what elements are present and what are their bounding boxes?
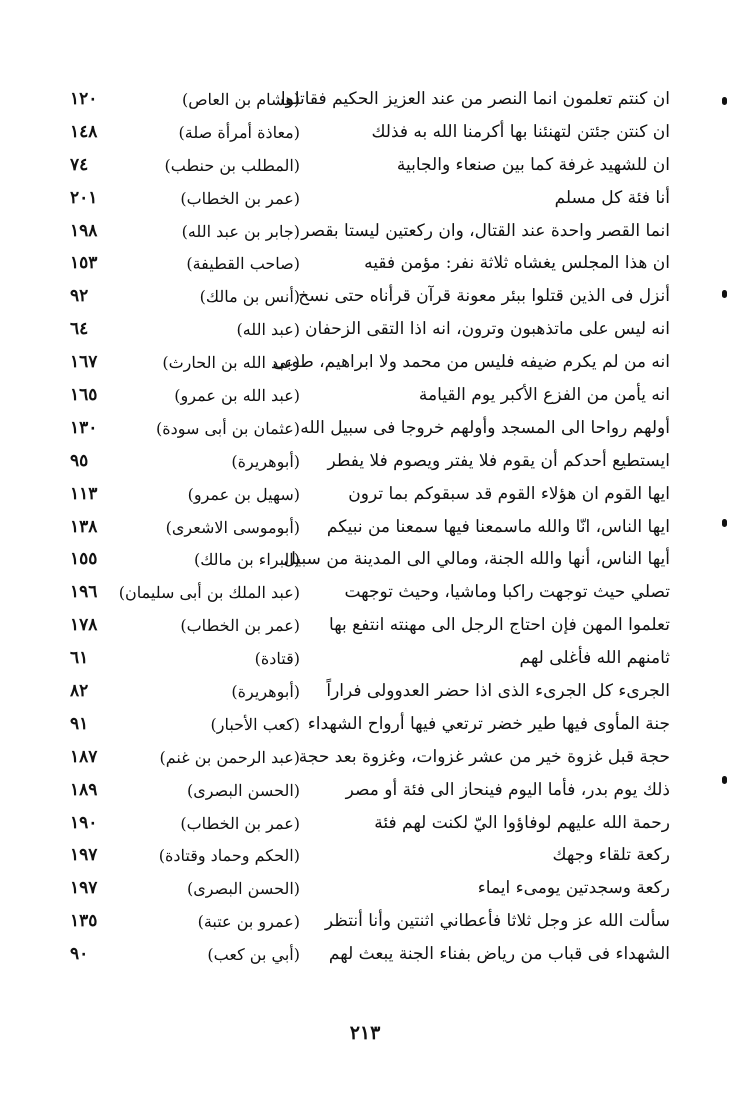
index-entry <box>0 576 730 609</box>
index-entry <box>0 708 730 741</box>
page-reference: ١٧٨ <box>70 615 98 636</box>
page-reference: ١٨٩ <box>70 779 98 800</box>
narrator-name: (عبد الرحمن بن غنم) <box>159 747 300 767</box>
index-entry <box>0 83 730 116</box>
index-entry <box>0 116 730 149</box>
hadith-phrase: ذلك يوم بدر، فأما اليوم فينحاز الى فئة أو مصر <box>345 779 670 800</box>
index-entry <box>0 807 730 840</box>
narrator-name: (قتادة) <box>254 649 300 669</box>
narrator-name: (المطلب بن حنطب) <box>164 155 300 175</box>
narrator-name: (أبي بن كعب) <box>207 945 300 965</box>
hadith-phrase: ركعة وسجدتين يومىء ايماء <box>477 878 670 899</box>
index-entry <box>0 839 730 872</box>
index-entry <box>0 182 730 215</box>
index-entry <box>0 905 730 938</box>
index-entry <box>0 543 730 576</box>
page-reference: ١٩٨ <box>70 220 98 241</box>
page-reference: ١٣٥ <box>70 911 98 932</box>
narrator-name: (عمر بن الخطاب) <box>180 188 300 208</box>
page-reference: ١٥٣ <box>70 253 98 274</box>
hadith-phrase: انما القصر واحدة عند القتال، وان ركعتين ليستا بقصر <box>301 220 670 241</box>
index-entry <box>0 346 730 379</box>
page-reference: ١٣٠ <box>70 417 98 438</box>
hadith-phrase: أنزل فى الذين قتلوا ببئر معونة قرآن قرأناه حتى نسخ <box>298 286 670 307</box>
narrator-name: (عمر بن الخطاب) <box>180 813 300 833</box>
page-reference: ١٨٧ <box>70 746 98 767</box>
narrator-name: (أبوهريرة) <box>231 451 300 471</box>
margin-mark-3 <box>722 519 727 527</box>
index-entry <box>0 872 730 905</box>
narrator-name: (أبوهريرة) <box>231 682 300 702</box>
page-reference: ١٩٧ <box>70 878 98 899</box>
page-reference: ٧٤ <box>70 154 89 175</box>
index-entry <box>0 247 730 280</box>
hadith-phrase: ان كنتن جئتن لتهنئنا بها أكرمنا الله به فذلك <box>371 121 670 142</box>
hadith-phrase: تصلي حيث توجهت راكبا وماشيا، وحيث توجهت <box>344 582 670 603</box>
page-reference: ١٣٨ <box>70 516 98 537</box>
index-entry <box>0 313 730 346</box>
hadith-phrase: ايها القوم ان هؤلاء القوم قد سبقوكم بما ترون <box>348 483 670 504</box>
hadith-phrase: أنا فئة كل مسلم <box>554 187 670 208</box>
hadith-phrase: أيها الناس، أنها والله الجنة، ومالي الى المدينة من سبيل <box>283 549 670 570</box>
margin-mark-1 <box>722 97 727 105</box>
narrator-name: (البراء بن مالك) <box>193 550 300 570</box>
index-entry <box>0 511 730 544</box>
hadith-phrase: ركعة تلقاء وجهك <box>552 845 670 866</box>
hadith-index-list <box>0 83 730 971</box>
narrator-name: (الحسن البصرى) <box>186 879 300 899</box>
hadith-phrase: أولهم رواحا الى المسجد وأولهم خروجا فى سبيل الله <box>300 417 670 438</box>
index-entry <box>0 379 730 412</box>
hadith-phrase: جنة المأوى فيها طير خضر ترتعي فيها أرواح الشهداء <box>307 713 670 734</box>
narrator-name: (الحكم وحماد وقتادة) <box>158 846 300 866</box>
hadith-phrase: الجرىء كل الجرىء الذى اذا حضر العدوولى فراراً <box>326 681 670 702</box>
index-entry <box>0 774 730 807</box>
hadith-phrase: انه من لم يكرم ضيفه فليس من محمد ولا ابراهيم، طوبى <box>272 352 670 373</box>
index-entry <box>0 938 730 971</box>
index-entry <box>0 215 730 248</box>
narrator-name: (عبد الله بن عمرو) <box>174 386 300 406</box>
narrator-name: (الحسن البصرى) <box>186 780 300 800</box>
page-reference: ٦١ <box>70 648 89 669</box>
page-reference: ٨٢ <box>70 681 89 702</box>
page-number: ٢١٣ <box>349 1022 381 1044</box>
narrator-name: (عبد الملك بن أبى سليمان) <box>118 583 300 603</box>
narrator-name: (عبد الله) <box>236 320 300 340</box>
page-reference: ١٩٦ <box>70 582 98 603</box>
page-reference: ٩١ <box>70 713 89 734</box>
page-reference: ١٤٨ <box>70 121 98 142</box>
index-entry <box>0 149 730 182</box>
narrator-name: (كعب الأحبار) <box>210 714 300 734</box>
index-entry <box>0 741 730 774</box>
hadith-phrase: ايستطيع أحدكم أن يقوم فلا يفتر ويصوم فلا يفطر <box>327 450 670 471</box>
hadith-phrase: ثامنهم الله فأغلى لهم <box>519 648 670 669</box>
margin-mark-2 <box>722 290 727 298</box>
index-entry <box>0 445 730 478</box>
index-entry <box>0 642 730 675</box>
hadith-phrase: سألت الله عز وجل ثلاثا فأعطاني اثنتين وأنا أنتظر <box>324 911 670 932</box>
page-reference: ١٦٥ <box>70 385 98 406</box>
narrator-name: (عمر بن الخطاب) <box>180 616 300 636</box>
page-reference: ١١٣ <box>70 483 98 504</box>
page-reference: ١٩٧ <box>70 845 98 866</box>
margin-mark-4 <box>722 776 727 784</box>
page-reference: ١٦٧ <box>70 352 98 373</box>
page-reference: ١٩٠ <box>70 812 98 833</box>
index-entry <box>0 280 730 313</box>
narrator-name: (أبوموسى الاشعرى) <box>165 517 300 537</box>
hadith-phrase: تعلموا المهن فإن احتاج الرجل الى مهنته انتفع بها <box>329 615 670 636</box>
narrator-name: (معاذة أمرأة صلة) <box>178 122 300 142</box>
page-reference: ٢٠١ <box>70 187 98 208</box>
index-entry <box>0 609 730 642</box>
narrator-name: (جابر بن عبد الله) <box>181 221 300 241</box>
hadith-phrase: ان كنتم تعلمون انما النصر من عند العزيز الحكيم فقاتلوا <box>280 89 670 109</box>
page-reference: ٩٥ <box>70 450 89 471</box>
page-reference: ٩٠ <box>70 944 89 965</box>
page-reference: ١٥٥ <box>70 549 98 570</box>
hadith-phrase: الشهداء فى قباب من رياض بفناء الجنة يبعث لهم <box>328 944 670 965</box>
hadith-phrase: انه يأمن من الفزع الأكبر يوم القيامة <box>418 385 670 406</box>
page-reference: ١٢٠ <box>70 89 98 109</box>
hadith-phrase: ان هذا المجلس يغشاه ثلاثة نفر: مؤمن فقيه <box>364 253 670 274</box>
hadith-phrase: ان للشهيد غرفة كما بين صنعاء والجابية <box>396 154 670 175</box>
hadith-phrase: ايها الناس، انّا والله ماسمعنا فيها سمعنا من نبيكم <box>326 516 670 537</box>
narrator-name: (عمرو بن عتبة) <box>197 912 300 932</box>
index-entry <box>0 478 730 511</box>
index-entry <box>0 412 730 445</box>
hadith-phrase: رحمة الله عليهم لوفاؤوا اليّ لكنت لهم فئة <box>374 812 670 833</box>
narrator-name: (عبد الله بن الحارث) <box>162 353 300 373</box>
page-reference: ٩٢ <box>70 286 89 307</box>
narrator-name: (هشام بن العاص) <box>181 90 300 109</box>
narrator-name: (سهيل بن عمرو) <box>187 484 300 504</box>
index-entry <box>0 675 730 708</box>
hadith-phrase: حجة قبل غزوة خير من عشر غزوات، وغزوة بعد حجة <box>298 746 670 767</box>
narrator-name: (صاحب القطيفة) <box>186 254 300 274</box>
narrator-name: (أنس بن مالك) <box>199 287 300 307</box>
page-reference: ٦٤ <box>70 319 89 340</box>
hadith-phrase: انه ليس على ماتذهبون وترون، انه اذا التقى الزحفان <box>305 319 670 340</box>
narrator-name: (عثمان بن أبى سودة) <box>155 418 300 438</box>
